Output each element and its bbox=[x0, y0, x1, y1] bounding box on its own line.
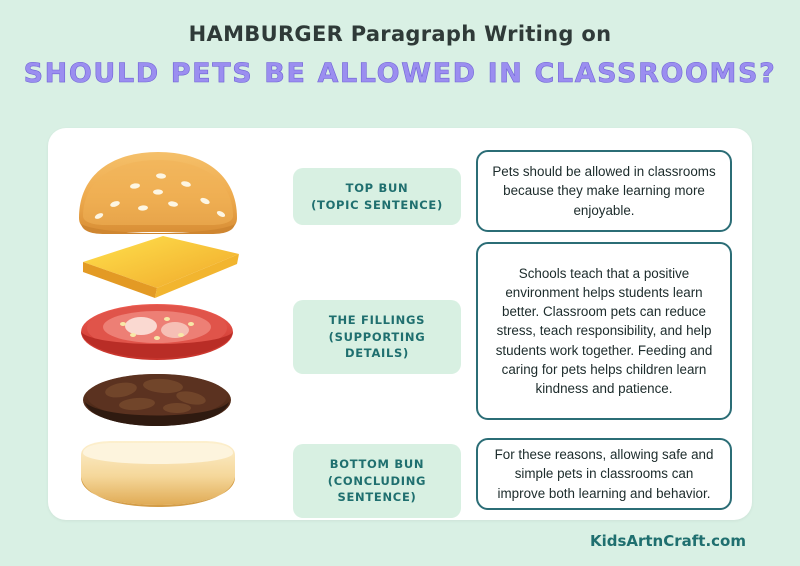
label-fillings-line2: (SUPPORTING bbox=[328, 329, 426, 344]
label-fillings-line1: THE FILLINGS bbox=[328, 313, 426, 327]
text-box-concluding-sentence bbox=[476, 438, 732, 510]
label-top-bun-line1: TOP BUN bbox=[345, 181, 409, 195]
label-fillings bbox=[293, 300, 461, 374]
beef-patty bbox=[83, 374, 231, 426]
bottom-bun-illustration bbox=[68, 434, 248, 514]
top-bun-illustration bbox=[68, 146, 248, 238]
text-concluding-sentence: For these reasons, allowing safe and simple pets in classrooms can improve both learning and behavior. bbox=[494, 447, 714, 501]
header-kicker: HAMBURGER Paragraph Writing on bbox=[188, 22, 612, 46]
page-title: SHOULD PETS BE ALLOWED IN CLASSROOMS? bbox=[23, 58, 777, 89]
label-bottom-bun bbox=[293, 444, 461, 518]
tomato-slice bbox=[81, 304, 233, 360]
label-top-bun bbox=[293, 168, 461, 225]
text-box-supporting-details bbox=[476, 242, 732, 420]
label-top-bun-line2: (TOPIC SENTENCE) bbox=[311, 197, 443, 212]
cheese-slice bbox=[83, 236, 239, 298]
brand-footer: KidsArtnCraft.com bbox=[589, 532, 746, 550]
label-bottom-bun-line1: BOTTOM BUN bbox=[329, 457, 425, 471]
label-bottom-bun-line3: SENTENCE) bbox=[337, 490, 417, 505]
content-card bbox=[48, 128, 752, 520]
fillings-illustration bbox=[68, 228, 248, 432]
header bbox=[0, 0, 800, 89]
text-topic-sentence: Pets should be allowed in classrooms because they make learning more enjoyable. bbox=[492, 164, 716, 218]
text-box-topic-sentence bbox=[476, 150, 732, 232]
label-fillings-line3: DETAILS) bbox=[345, 346, 409, 361]
text-supporting-details: Schools teach that a positive environment helps students learn better. Classroom pets can reduce stress, teach responsibility, and help students work together. Feeding and caring for pets helps children learn kindness and patience. bbox=[495, 266, 713, 396]
label-bottom-bun-line2: (CONCLUDING bbox=[327, 473, 427, 488]
